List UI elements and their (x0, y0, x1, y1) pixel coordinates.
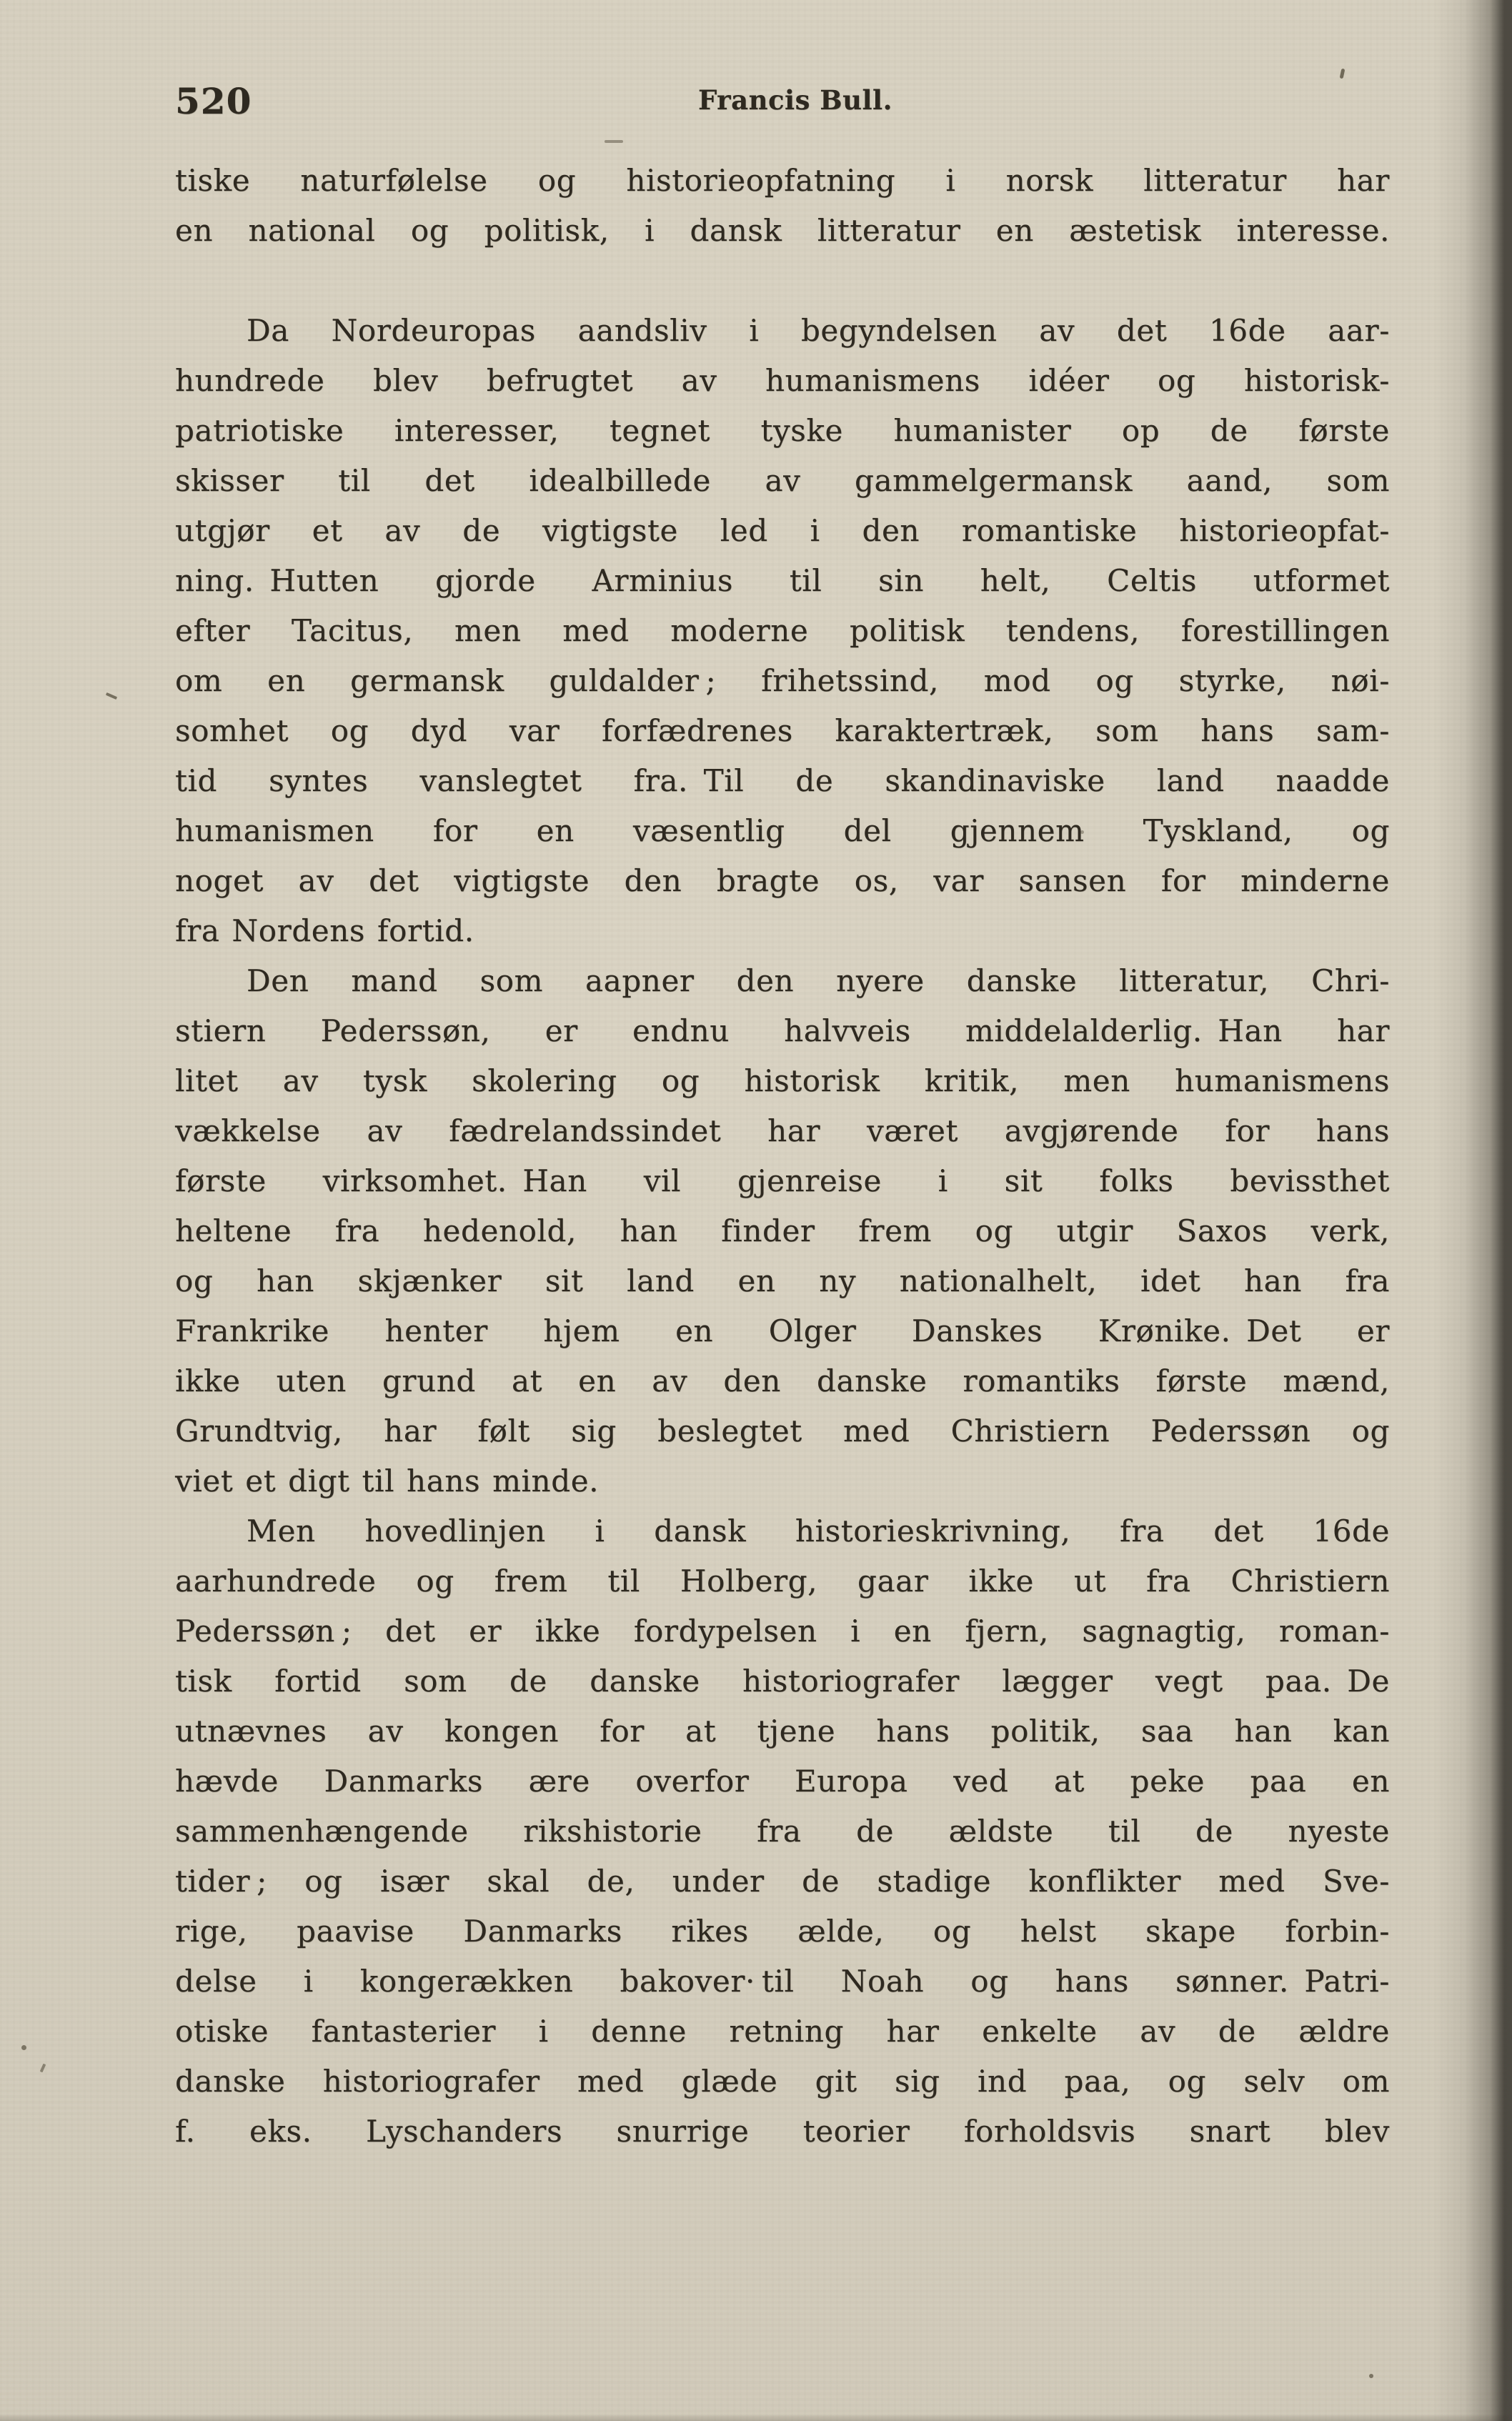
page-header (175, 80, 1390, 123)
text-line: fra Nordens fortid. (175, 913, 474, 948)
text-line: vækkelse av fædrelandssindet har været avgjørende for hans (175, 1113, 1390, 1148)
text-line: skisser til det idealbillede av gammelgermansk aand, som (175, 463, 1390, 498)
binding-shadow-right (1433, 0, 1512, 2421)
text-line: hundrede blev befrugtet av humanismens idéer og historisk- (175, 363, 1390, 398)
text-line: sammenhængende rikshistorie fra de ældste til de nyeste (175, 1814, 1390, 1849)
paper-speck (106, 692, 117, 700)
text-line: efter Tacitus, men med moderne politisk tendens, forestillingen (175, 613, 1390, 648)
paper-speck (605, 140, 623, 143)
text-line: patriotiske interesser, tegnet tyske humanister op de første (175, 413, 1390, 448)
paper-speck (1340, 69, 1346, 79)
text-line: viet et digt til hans minde. (175, 1463, 600, 1498)
text-line: ikke uten grund at en av den danske romantiks første mænd, (175, 1363, 1390, 1398)
text-line: Pederssøn ; det er ikke fordypelsen i en fjern, sagnagtig, roman- (175, 1614, 1390, 1649)
text-line: ning. Hutten gjorde Arminius til sin helt, Celtis utformet (175, 563, 1390, 598)
text-line: tider ; og især skal de, under de stadige konflikter med Sve- (175, 1864, 1390, 1899)
text-line: tid syntes vanslegtet fra. Til de skandinaviske land naadde (175, 763, 1390, 798)
text-line: om en germansk guldalder ; frihetssind, mod og styrke, nøi- (175, 663, 1390, 698)
text-line: aarhundrede og frem til Holberg, gaar ikke ut fra Christiern (175, 1564, 1390, 1599)
text-line: somhet og dyd var forfædrenes karaktertræk, som hans sam- (175, 713, 1390, 748)
paper-speck (1369, 2374, 1373, 2378)
text-line: danske historiografer med glæde git sig ind paa, og selv om (175, 2064, 1390, 2099)
text-line: Da Nordeuropas aandsliv i begyndelsen av det 16de aar- (247, 313, 1390, 348)
text-line: og han skjænker sit land en ny nationalhelt, idet han fra (175, 1263, 1390, 1298)
page-number: 520 (175, 80, 252, 122)
text-line: litet av tysk skolering og historisk kritik, men humanismens (175, 1063, 1390, 1098)
paper-speck (21, 2045, 26, 2050)
text-line: delse i kongerækken bakover· til Noah og hans sønner. Patri- (175, 1964, 1390, 1999)
text-line: en national og politisk, i dansk litteratur en æstetisk interesse. (175, 213, 1390, 248)
text-line: hævde Danmarks ære overfor Europa ved at peke paa en (175, 1764, 1390, 1799)
text-line: tiske naturfølelse og historieopfatning i norsk litteratur har (175, 163, 1390, 198)
text-line: Frankrike henter hjem en Olger Danskes Krønike. Det er (175, 1313, 1390, 1348)
running-title: Francis Bull. (698, 84, 892, 116)
text-line: humanismen for en væsentlig del gjennem Tyskland, og (175, 813, 1390, 848)
paper-speck (40, 2064, 46, 2073)
text-line: tisk fortid som de danske historiografer lægger vegt paa. De (175, 1664, 1390, 1699)
text-line: første virksomhet. Han vil gjenreise i sit folks bevissthet (175, 1163, 1390, 1198)
text-line: utnævnes av kongen for at tjene hans politik, saa han kan (175, 1714, 1390, 1749)
text-line: utgjør et av de vigtigste led i den romantiske historieopfat- (175, 513, 1390, 548)
text-line: Den mand som aapner den nyere danske litteratur, Chri- (247, 963, 1390, 998)
text-line: heltene fra hedenold, han finder frem og utgir Saxos verk, (175, 1213, 1390, 1248)
text-line: Grundtvig, har følt sig beslegtet med Christiern Pederssøn og (175, 1413, 1390, 1448)
text-line: Men hovedlinjen i dansk historieskrivning, fra det 16de (247, 1513, 1390, 1548)
text-line: stiern Pederssøn, er endnu halvveis middelalderlig. Han har (175, 1013, 1390, 1048)
text-line: noget av det vigtigste den bragte os, var sansen for minderne (175, 863, 1390, 898)
paper-speck (1080, 830, 1084, 834)
text-line: rige, paavise Danmarks rikes ælde, og helst skape forbin- (175, 1914, 1390, 1949)
text-line: f. eks. Lyschanders snurrige teorier forholdsvis snart blev (175, 2114, 1390, 2149)
bottom-edge-shadow (0, 2414, 1512, 2421)
text-line: otiske fantasterier i denne retning har enkelte av de ældre (175, 2014, 1390, 2049)
page-body-text (175, 156, 1390, 2157)
